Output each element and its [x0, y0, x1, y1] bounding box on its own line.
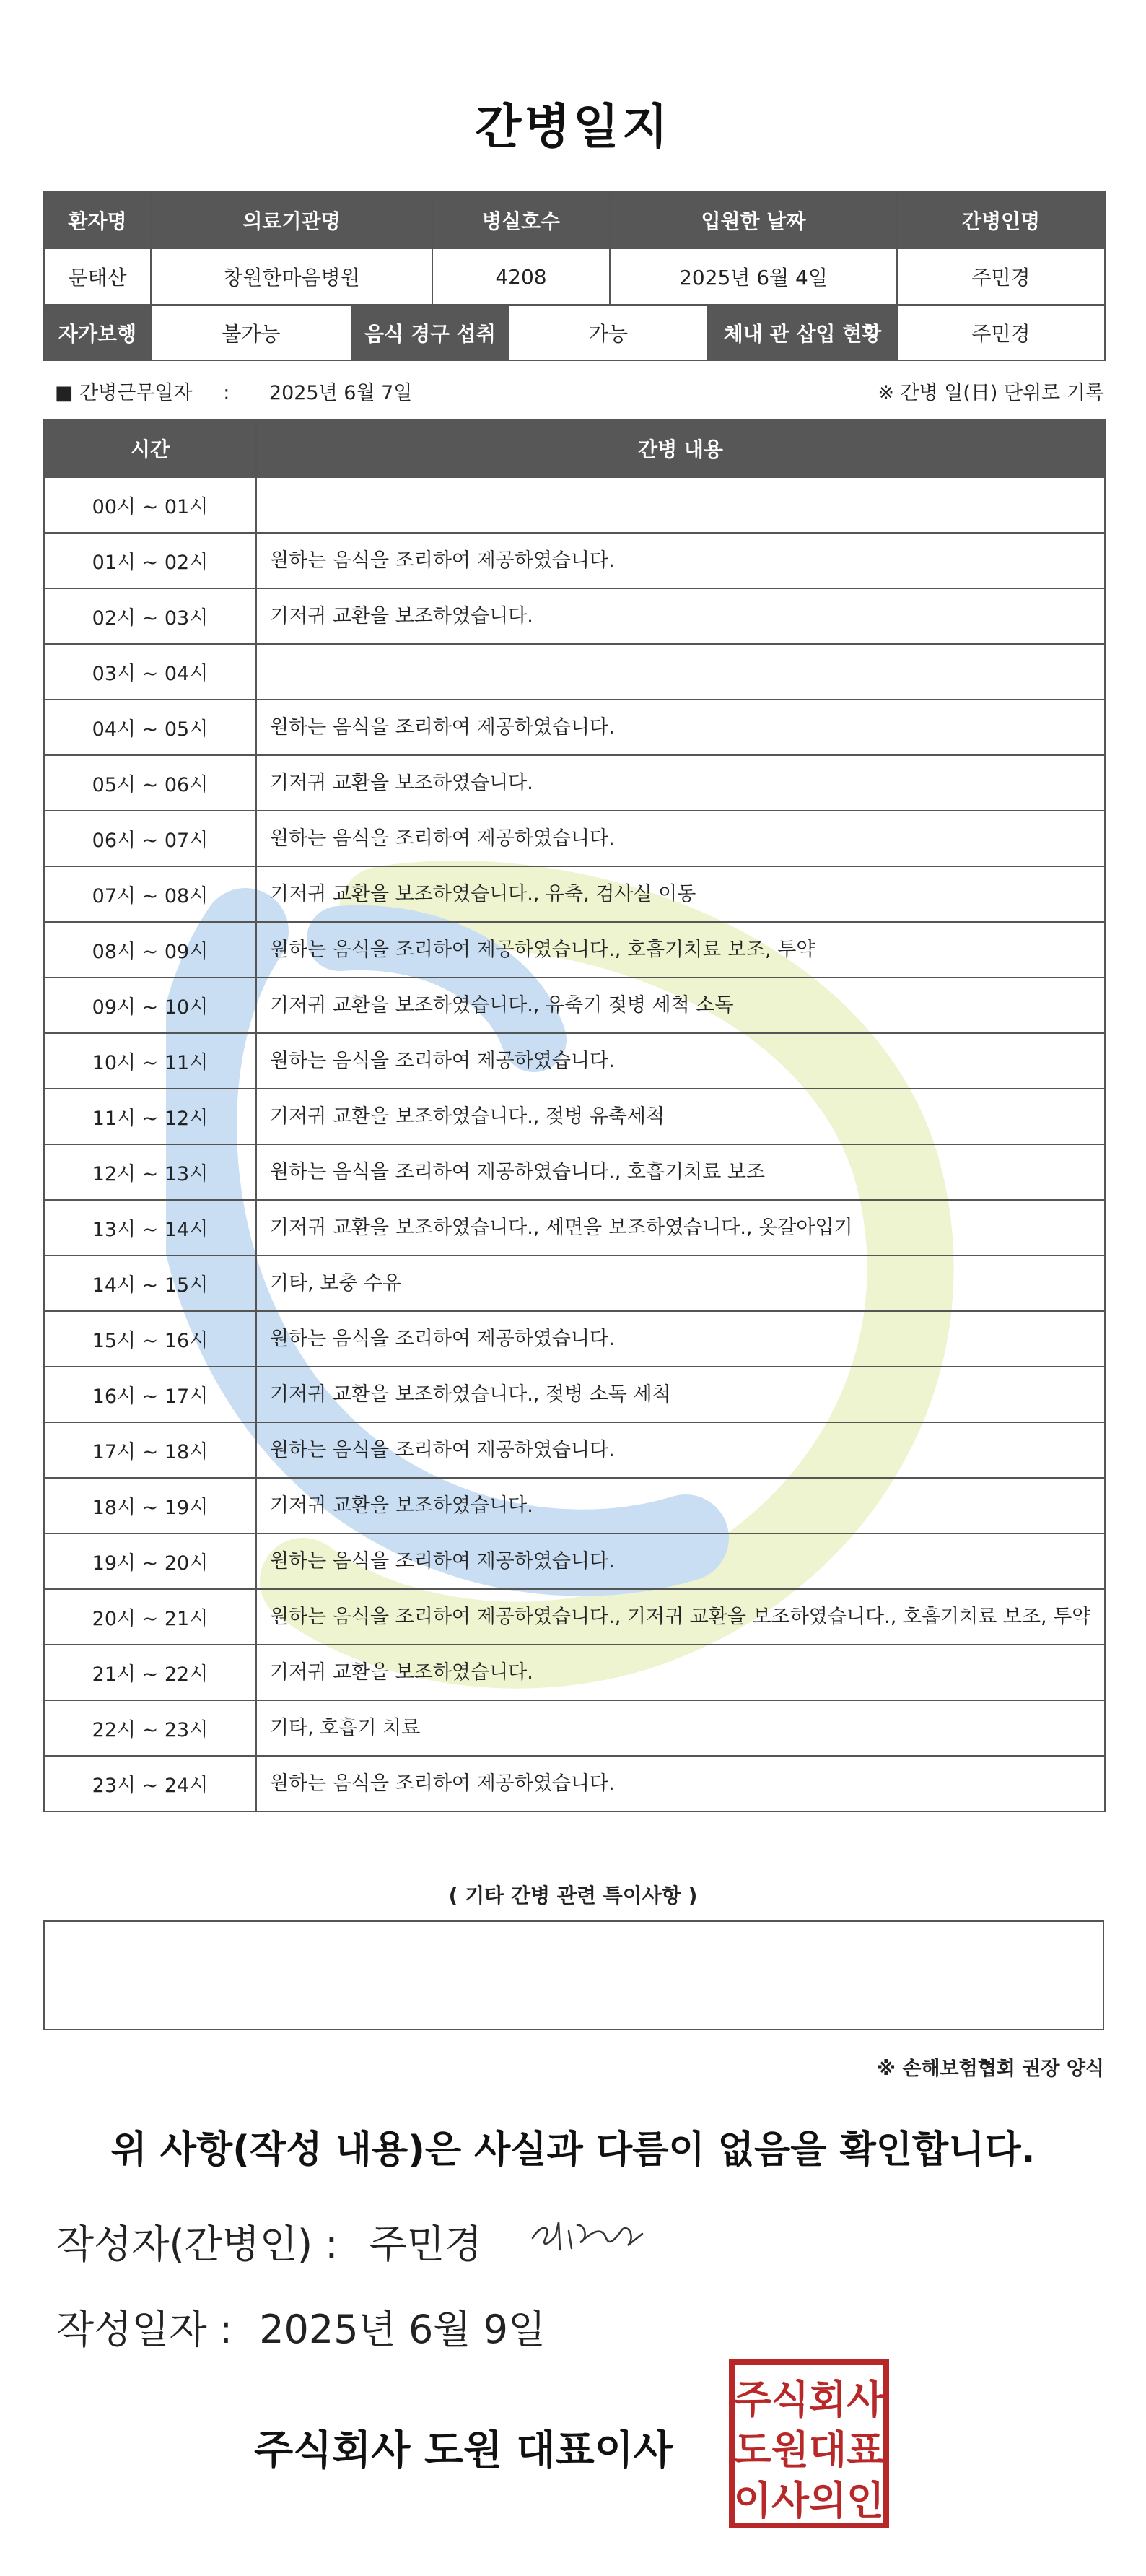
header-room-number: 병실호수 — [432, 192, 610, 248]
care-log-content: 기저귀 교환을 보조하였습니다., 젖병 소독 세척 — [256, 1367, 1105, 1422]
seal-line-1: 주식회사 — [733, 2377, 885, 2422]
tube-insertion-label: 체내 관 삽입 현황 — [708, 305, 897, 360]
care-log-header-row — [44, 419, 1105, 477]
company-seal-stamp — [729, 2359, 889, 2528]
unit-note: ※ 간병 일(日) 단위로 기록 — [878, 382, 1104, 404]
company-representative: 주식회사 도원 대표이사 — [254, 2427, 673, 2474]
care-log-time: 00시 ~ 01시 — [44, 477, 256, 533]
care-log-content: 원하는 음식을 조리하여 제공하였습니다. — [256, 1533, 1105, 1589]
care-log-time: 02시 ~ 03시 — [44, 588, 256, 644]
care-log-content: 기저귀 교환을 보조하였습니다. — [256, 588, 1105, 644]
care-log-row — [44, 1033, 1105, 1089]
care-log-time: 06시 ~ 07시 — [44, 811, 256, 866]
care-log-time: 07시 ~ 08시 — [44, 866, 256, 922]
form-source-note: ※ 손해보험협회 권장 양식 — [876, 2058, 1104, 2080]
care-log-content: 원하는 음식을 조리하여 제공하였습니다. — [256, 1311, 1105, 1367]
care-log-row — [44, 1311, 1105, 1367]
care-log-row — [44, 811, 1105, 866]
care-log-content: 원하는 음식을 조리하여 제공하였습니다. — [256, 811, 1105, 866]
care-log-time: 08시 ~ 09시 — [44, 922, 256, 978]
seal-line-3: 이사의인 — [733, 2478, 885, 2523]
care-log-row — [44, 1589, 1105, 1645]
written-date-value: 2025년 6월 9일 — [259, 2307, 546, 2352]
care-log-time: 13시 ~ 14시 — [44, 1200, 256, 1256]
care-log-time: 14시 ~ 15시 — [44, 1256, 256, 1311]
special-notes-box — [43, 1920, 1104, 2030]
care-log-row — [44, 533, 1105, 588]
work-date-colon: : — [223, 382, 230, 404]
header-caregiver-name: 간병인명 — [897, 192, 1105, 248]
oral-intake-value: 가능 — [509, 305, 708, 360]
writer-name: 주민경 — [369, 2222, 483, 2267]
care-log-content: 기저귀 교환을 보조하였습니다. — [256, 1478, 1105, 1533]
care-log-row — [44, 1756, 1105, 1811]
care-log-time: 22시 ~ 23시 — [44, 1700, 256, 1756]
care-log-content: 기타, 호흡기 치료 — [256, 1700, 1105, 1756]
care-log-content: 기저귀 교환을 보조하였습니다. — [256, 1645, 1105, 1700]
written-date-line — [56, 2299, 546, 2354]
patient-status-row — [44, 305, 1105, 360]
care-log-time: 17시 ~ 18시 — [44, 1422, 256, 1478]
writer-line — [56, 2214, 482, 2269]
care-log-time: 15시 ~ 16시 — [44, 1311, 256, 1367]
tube-insertion-value: 주민경 — [897, 305, 1105, 360]
care-log-content: 원하는 음식을 조리하여 제공하였습니다. — [256, 1422, 1105, 1478]
care-log-time: 09시 ~ 10시 — [44, 978, 256, 1033]
care-log-row — [44, 1700, 1105, 1756]
self-walk-value: 불가능 — [151, 305, 351, 360]
care-log-time: 01시 ~ 02시 — [44, 533, 256, 588]
care-log-time: 05시 ~ 06시 — [44, 755, 256, 811]
care-log-content: 원하는 음식을 조리하여 제공하였습니다. — [256, 533, 1105, 588]
patient-name-value: 문태산 — [44, 248, 151, 305]
work-date-label: ■ 간병근무일자 — [55, 382, 193, 404]
care-log-content: 원하는 음식을 조리하여 제공하였습니다., 기저귀 교환을 보조하였습니다., 호흡기치료 보조, 투약 — [256, 1589, 1105, 1645]
care-log-time: 10시 ~ 11시 — [44, 1033, 256, 1089]
patient-status-table — [43, 305, 1106, 361]
care-log-content: 원하는 음식을 조리하여 제공하였습니다. — [256, 1756, 1105, 1811]
care-log-time: 12시 ~ 13시 — [44, 1144, 256, 1200]
care-log-table — [43, 419, 1106, 1812]
care-log-time: 03시 ~ 04시 — [44, 644, 256, 700]
care-log-content: 원하는 음식을 조리하여 제공하였습니다., 호흡기치료 보조 — [256, 1144, 1105, 1200]
confirmation-statement: 위 사항(작성 내용)은 사실과 다름이 없음을 확인합니다. — [110, 2128, 1036, 2172]
care-log-content — [256, 477, 1105, 533]
care-log-time: 04시 ~ 05시 — [44, 700, 256, 755]
care-log-content: 기타, 보충 수유 — [256, 1256, 1105, 1311]
patient-info-table — [43, 191, 1106, 305]
care-log-row — [44, 922, 1105, 978]
special-notes-label: ( 기타 간병 관련 특이사항 ) — [448, 1884, 698, 1907]
care-log-row — [44, 978, 1105, 1033]
oral-intake-label: 음식 경구 섭취 — [351, 305, 509, 360]
work-date-line — [55, 377, 412, 405]
care-log-row — [44, 700, 1105, 755]
header-admission-date: 입원한 날짜 — [610, 192, 897, 248]
written-date-label: 작성일자 : — [56, 2307, 233, 2352]
care-log-time: 16시 ~ 17시 — [44, 1367, 256, 1422]
care-log-row — [44, 1144, 1105, 1200]
patient-info-header-row — [44, 192, 1105, 248]
care-log-content: 기저귀 교환을 보조하였습니다., 젖병 유축세척 — [256, 1089, 1105, 1144]
care-log-content: 기저귀 교환을 보조하였습니다., 세면을 보조하였습니다., 옷갈아입기 — [256, 1200, 1105, 1256]
care-log-time: 23시 ~ 24시 — [44, 1756, 256, 1811]
care-log-content: 기저귀 교환을 보조하였습니다., 유축기 젖병 세척 소독 — [256, 978, 1105, 1033]
care-log-content: 기저귀 교환을 보조하였습니다., 유축, 검사실 이동 — [256, 866, 1105, 922]
hospital-name-value: 창원한마음병원 — [151, 248, 432, 305]
care-log-content: 원하는 음식을 조리하여 제공하였습니다. — [256, 700, 1105, 755]
handwritten-signature — [527, 2209, 657, 2267]
header-time: 시간 — [44, 419, 256, 477]
care-log-content: 기저귀 교환을 보조하였습니다. — [256, 755, 1105, 811]
document-title: 간병일지 — [475, 99, 671, 155]
care-log-time: 19시 ~ 20시 — [44, 1533, 256, 1589]
admission-date-value: 2025년 6월 4일 — [610, 248, 897, 305]
care-log-row — [44, 1478, 1105, 1533]
work-date-value: 2025년 6월 7일 — [268, 382, 413, 404]
care-log-row — [44, 644, 1105, 700]
seal-line-2: 도원대표 — [733, 2427, 885, 2473]
patient-info-value-row — [44, 248, 1105, 305]
care-log-content: 원하는 음식을 조리하여 제공하였습니다. — [256, 1033, 1105, 1089]
self-walk-label: 자가보행 — [44, 305, 151, 360]
care-log-time: 18시 ~ 19시 — [44, 1478, 256, 1533]
care-log-row — [44, 1645, 1105, 1700]
care-log-row — [44, 755, 1105, 811]
care-log-row — [44, 1089, 1105, 1144]
care-log-row — [44, 1533, 1105, 1589]
care-log-row — [44, 1422, 1105, 1478]
care-log-content — [256, 644, 1105, 700]
header-care-content: 간병 내용 — [256, 419, 1105, 477]
caregiver-name-value: 주민경 — [897, 248, 1105, 305]
header-patient-name: 환자명 — [44, 192, 151, 248]
care-log-row — [44, 866, 1105, 922]
care-log-row — [44, 1200, 1105, 1256]
care-log-content: 원하는 음식을 조리하여 제공하였습니다., 호흡기치료 보조, 투약 — [256, 922, 1105, 978]
care-log-body — [44, 477, 1105, 1811]
care-log-row — [44, 1256, 1105, 1311]
care-log-time: 11시 ~ 12시 — [44, 1089, 256, 1144]
care-log-time: 20시 ~ 21시 — [44, 1589, 256, 1645]
room-number-value: 4208 — [432, 248, 610, 305]
header-hospital-name: 의료기관명 — [151, 192, 432, 248]
care-log-row — [44, 1367, 1105, 1422]
care-log-row — [44, 588, 1105, 644]
writer-label: 작성자(간병인) : — [56, 2222, 338, 2267]
care-log-row — [44, 477, 1105, 533]
care-log-time: 21시 ~ 22시 — [44, 1645, 256, 1700]
